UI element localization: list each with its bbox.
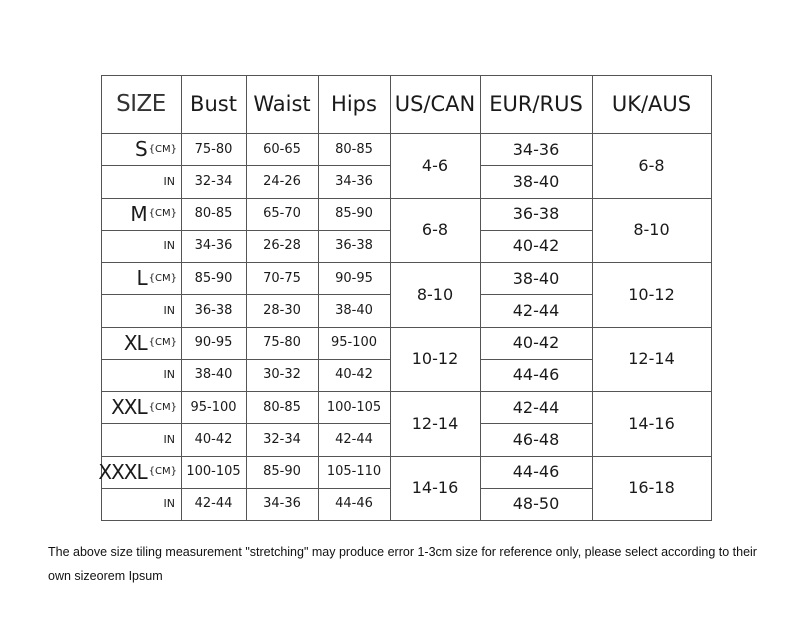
header-eur-rus: EUR/RUS xyxy=(489,92,583,116)
us-can-value: 10-12 xyxy=(411,349,459,369)
cm-waist-value: 75-80 xyxy=(263,335,301,351)
cm-bust-value: 75-80 xyxy=(194,141,233,157)
eur-rus-value: 34-36 xyxy=(512,139,560,159)
uk-aus-value: 10-12 xyxy=(628,284,675,304)
size-letter: XXXL xyxy=(98,459,147,484)
us-can-value: 8-10 xyxy=(416,284,454,304)
header-us-can: US/CAN xyxy=(394,92,476,116)
cm-waist-value: 85-90 xyxy=(263,464,301,480)
unit-in: IN xyxy=(163,368,175,382)
header-uk-aus: UK/AUS xyxy=(611,92,692,116)
cm-hips-value: 85-90 xyxy=(335,206,373,222)
us-can-value: 14-16 xyxy=(411,478,459,498)
eur-rus-value: 48-50 xyxy=(512,494,560,514)
cm-bust-value: 85-90 xyxy=(194,270,233,286)
unit-cm: {CM} xyxy=(148,208,177,220)
grid-line-vertical xyxy=(711,75,712,520)
in-hips-value: 36-38 xyxy=(335,238,373,254)
size-letter: XL xyxy=(123,330,147,355)
size-label-cell xyxy=(101,198,181,230)
in-waist-value: 30-32 xyxy=(263,367,301,383)
cm-bust-value: 80-85 xyxy=(194,206,233,222)
uk-aus-value: 12-14 xyxy=(628,349,675,369)
cm-hips-value: 80-85 xyxy=(335,141,373,157)
cm-waist-value: 70-75 xyxy=(263,270,301,286)
unit-cm: {CM} xyxy=(148,401,177,413)
unit-cm: {CM} xyxy=(148,143,177,155)
in-waist-value: 24-26 xyxy=(263,173,301,189)
size-label-cell xyxy=(101,262,181,294)
eur-rus-value: 44-46 xyxy=(512,365,560,385)
eur-rus-value: 40-42 xyxy=(512,333,560,353)
size-letter: S xyxy=(134,137,147,162)
eur-rus-value: 38-40 xyxy=(512,268,560,288)
in-bust-value: 36-38 xyxy=(194,302,233,318)
in-hips-value: 38-40 xyxy=(335,302,373,318)
in-bust-value: 34-36 xyxy=(194,238,233,254)
eur-rus-value: 38-40 xyxy=(512,171,560,191)
cm-bust-value: 100-105 xyxy=(186,464,241,480)
unit-in: IN xyxy=(163,303,175,317)
in-waist-value: 28-30 xyxy=(263,302,301,318)
uk-aus-value: 16-18 xyxy=(628,478,675,498)
footnote: The above size tiling measurement "stretching" may produce error 1-3cm size for reference only, please select according to their own sizeorem Ipsum xyxy=(48,545,757,583)
in-hips-value: 34-36 xyxy=(335,173,373,189)
eur-rus-value: 46-48 xyxy=(512,429,560,449)
size-label-cell xyxy=(101,391,181,423)
unit-in: IN xyxy=(163,239,175,253)
unit-cm: {CM} xyxy=(148,337,177,349)
in-waist-value: 32-34 xyxy=(263,431,301,447)
cm-bust-value: 90-95 xyxy=(194,335,233,351)
unit-in: IN xyxy=(163,497,175,511)
header-bust: Bust xyxy=(190,92,237,116)
header-waist: Waist xyxy=(253,92,311,116)
cm-hips-value: 105-110 xyxy=(326,464,382,480)
header-hips: Hips xyxy=(331,92,377,116)
in-waist-value: 34-36 xyxy=(263,496,301,512)
eur-rus-value: 36-38 xyxy=(512,204,560,224)
eur-rus-value: 42-44 xyxy=(512,397,560,417)
grid-line-group xyxy=(101,520,712,521)
unit-in: IN xyxy=(163,432,175,446)
us-can-value: 4-6 xyxy=(421,155,449,175)
cm-bust-value: 95-100 xyxy=(190,399,237,415)
in-waist-value: 26-28 xyxy=(263,238,301,254)
cm-hips-value: 100-105 xyxy=(326,399,382,415)
in-bust-value: 40-42 xyxy=(194,431,233,447)
eur-rus-value: 42-44 xyxy=(512,300,560,320)
eur-rus-value: 40-42 xyxy=(512,236,560,256)
cm-waist-value: 65-70 xyxy=(263,206,301,222)
us-can-value: 6-8 xyxy=(421,220,449,240)
unit-cm: {CM} xyxy=(148,272,177,284)
size-letter: M xyxy=(130,201,147,226)
uk-aus-value: 14-16 xyxy=(628,413,675,433)
in-hips-value: 44-46 xyxy=(335,496,373,512)
in-bust-value: 42-44 xyxy=(194,496,233,512)
cm-waist-value: 80-85 xyxy=(263,399,301,415)
size-label-cell xyxy=(101,327,181,359)
cm-waist-value: 60-65 xyxy=(263,141,301,157)
in-hips-value: 40-42 xyxy=(335,367,373,383)
eur-rus-value: 44-46 xyxy=(512,462,560,482)
size-label-cell xyxy=(101,133,181,165)
in-bust-value: 32-34 xyxy=(194,173,233,189)
in-hips-value: 42-44 xyxy=(335,431,373,447)
unit-cm: {CM} xyxy=(148,466,177,478)
uk-aus-value: 8-10 xyxy=(633,220,670,240)
size-label-cell xyxy=(98,456,181,488)
us-can-value: 12-14 xyxy=(411,413,459,433)
unit-in: IN xyxy=(163,174,175,188)
cm-hips-value: 90-95 xyxy=(335,270,373,286)
size-letter: L xyxy=(136,266,147,291)
header-size: SIZE xyxy=(116,91,166,117)
size-letter: XXL xyxy=(111,395,147,420)
uk-aus-value: 6-8 xyxy=(638,155,665,175)
cm-hips-value: 95-100 xyxy=(330,335,378,351)
in-bust-value: 38-40 xyxy=(194,367,233,383)
